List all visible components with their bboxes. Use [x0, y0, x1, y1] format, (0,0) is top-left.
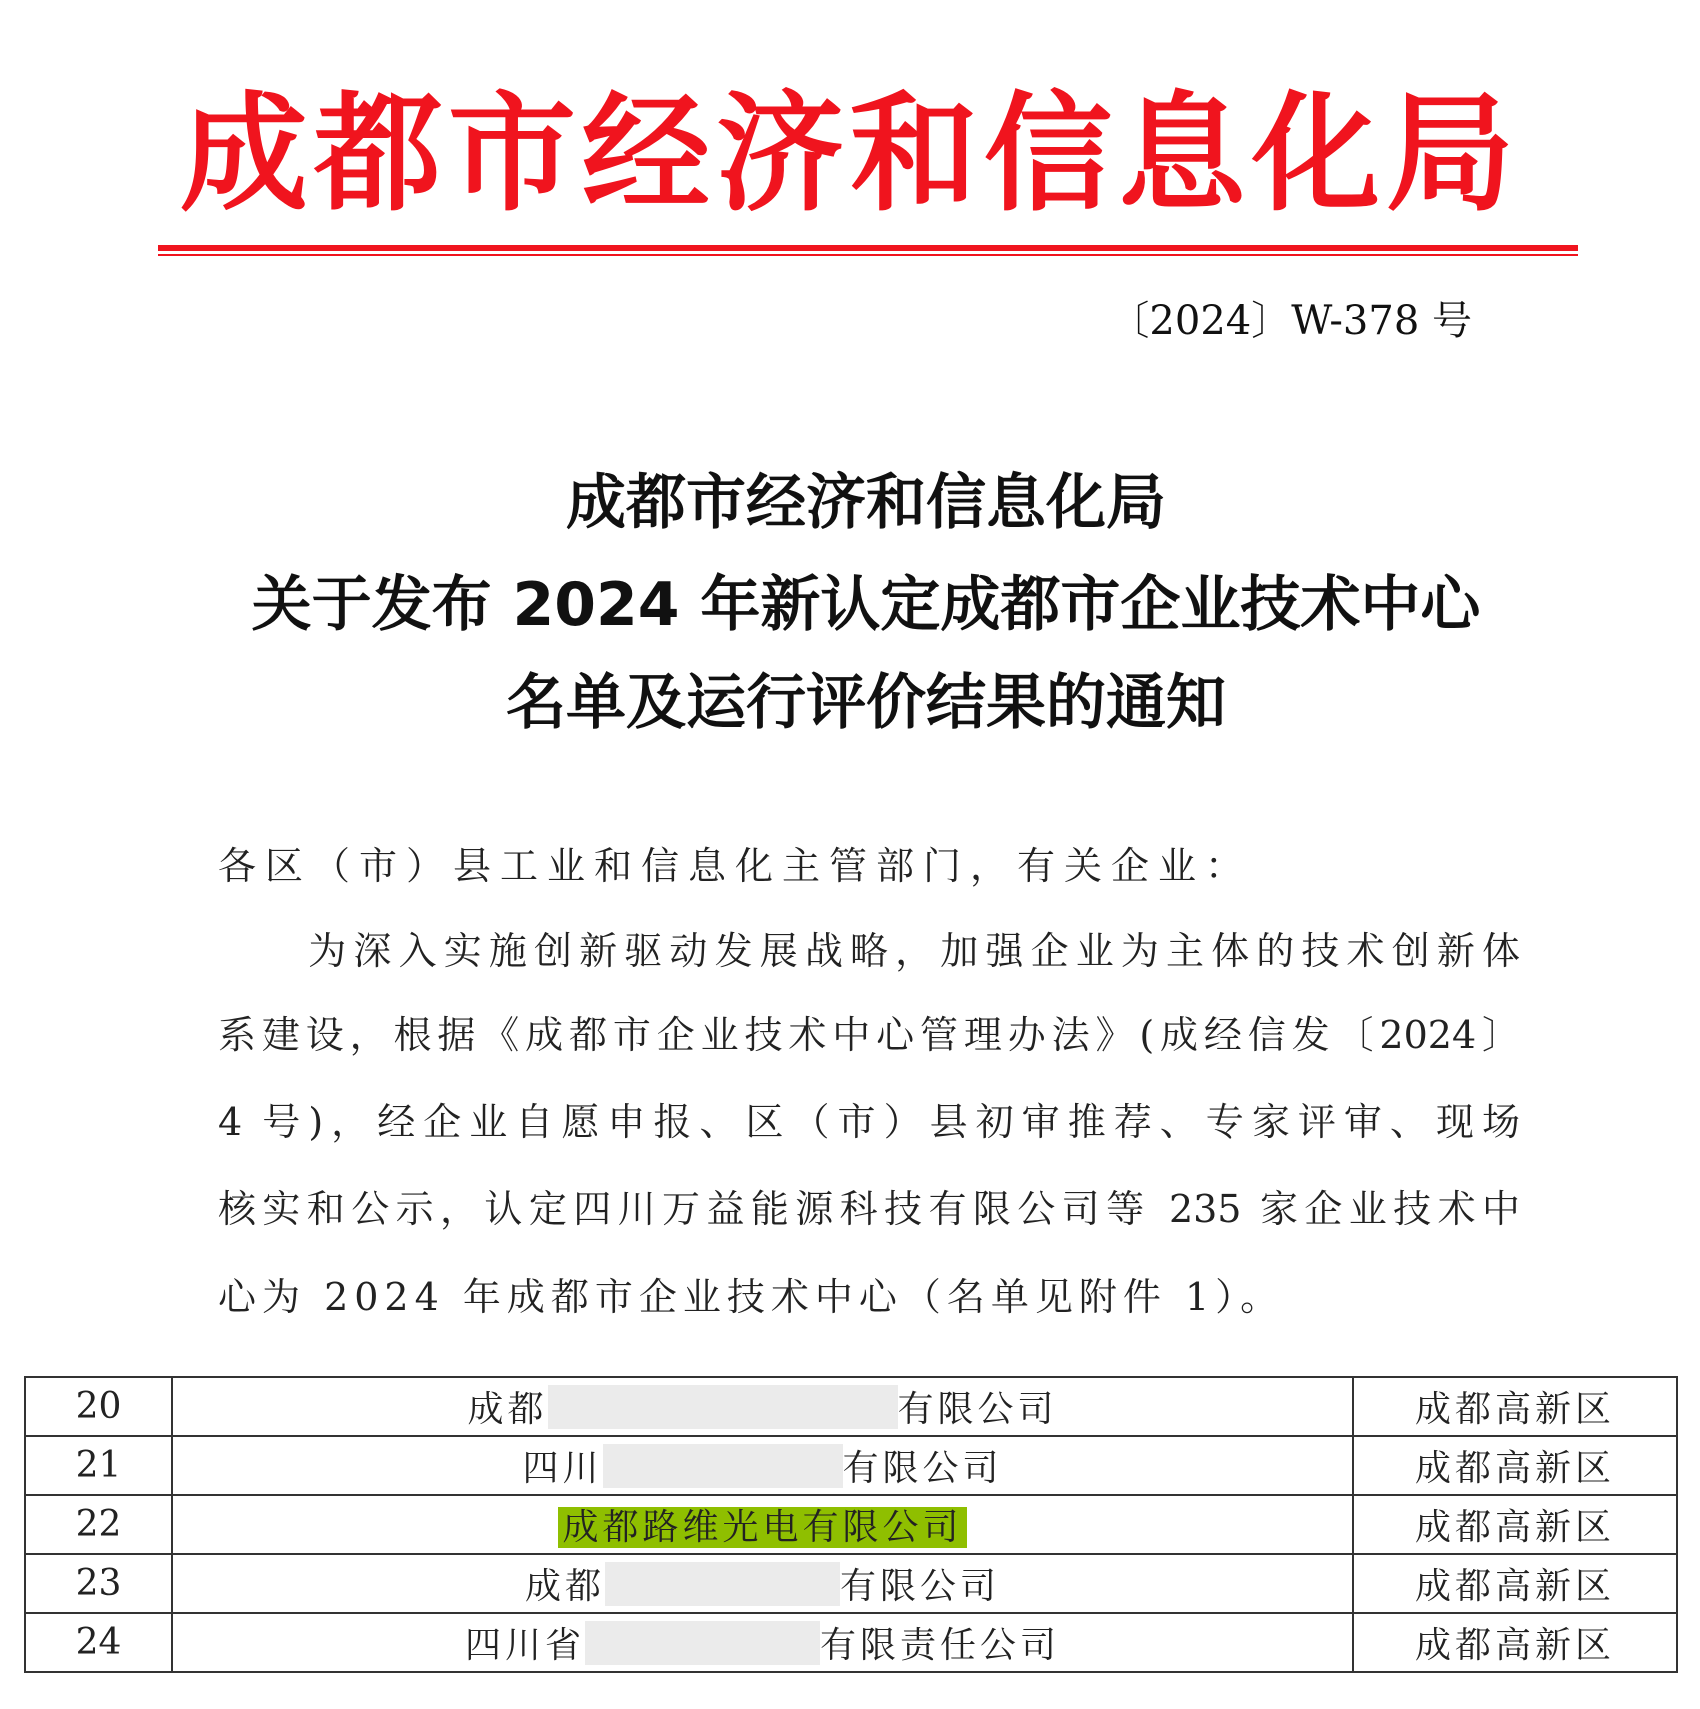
- notice-title-line-1: 成都市经济和信息化局: [566, 468, 1166, 538]
- company-name-cell: [172, 1436, 1353, 1495]
- table-row: [25, 1436, 1677, 1495]
- company-suffix: 有限公司: [897, 1389, 1058, 1430]
- row-number: 22: [25, 1495, 172, 1554]
- redaction-block: [548, 1385, 898, 1429]
- table-row: [25, 1613, 1677, 1672]
- company-name-cell: [172, 1613, 1353, 1672]
- company-prefix: 成都: [524, 1566, 605, 1607]
- row-number: 24: [25, 1613, 172, 1672]
- body-line: 心为 2024 年成都市企业技术中心（名单见附件 1）。: [218, 1275, 1285, 1319]
- table-row: [25, 1377, 1677, 1436]
- region-cell: 成都高新区: [1353, 1436, 1677, 1495]
- body-line: 为深入实施创新驱动发展战略，加强企业为主体的技术创新体: [218, 929, 1520, 973]
- company-suffix: 有限公司: [840, 1566, 1001, 1607]
- company-name-cell: [172, 1554, 1353, 1613]
- table-row: [25, 1495, 1677, 1554]
- highlighted-company-name: 成都路维光电有限公司: [558, 1507, 966, 1548]
- notice-title-line-2: 关于发布 2024 年新认定成都市企业技术中心: [251, 570, 1481, 640]
- company-prefix: 四川省: [464, 1625, 585, 1666]
- table-row: [25, 1554, 1677, 1613]
- company-name-cell: [172, 1495, 1353, 1554]
- body-line: 核实和公示，认定四川万益能源科技有限公司等 235 家企业技术中: [218, 1187, 1520, 1231]
- redaction-block: [603, 1444, 843, 1488]
- row-number: 20: [25, 1377, 172, 1436]
- company-name-cell: [172, 1377, 1353, 1436]
- document-number: 〔2024〕W-378 号: [1109, 298, 1472, 344]
- notice-title-line-3: 名单及运行评价结果的通知: [506, 668, 1226, 738]
- body-line: 4 号)，经企业自愿申报、区（市）县初审推荐、专家评审、现场: [218, 1100, 1520, 1144]
- region-cell: 成都高新区: [1353, 1554, 1677, 1613]
- company-suffix: 有限责任公司: [820, 1625, 1061, 1666]
- company-prefix: 四川: [522, 1448, 603, 1489]
- region-cell: 成都高新区: [1353, 1377, 1677, 1436]
- red-divider-thick: [158, 245, 1578, 251]
- company-list-table: [24, 1376, 1678, 1673]
- redaction-block: [605, 1562, 840, 1606]
- company-suffix: 有限公司: [842, 1448, 1003, 1489]
- company-prefix: 成都: [467, 1389, 548, 1430]
- region-cell: 成都高新区: [1353, 1613, 1677, 1672]
- salutation: 各区（市）县工业和信息化主管部门，有关企业：: [218, 844, 1253, 888]
- masthead-title: 成都市经济和信息化局: [179, 80, 1520, 229]
- row-number: 23: [25, 1554, 172, 1613]
- body-line: 系建设，根据《成都市企业技术中心管理办法》(成经信发〔2024〕: [218, 1013, 1520, 1057]
- red-divider-thin: [158, 254, 1578, 256]
- region-cell: 成都高新区: [1353, 1495, 1677, 1554]
- row-number: 21: [25, 1436, 172, 1495]
- redaction-block: [585, 1621, 820, 1665]
